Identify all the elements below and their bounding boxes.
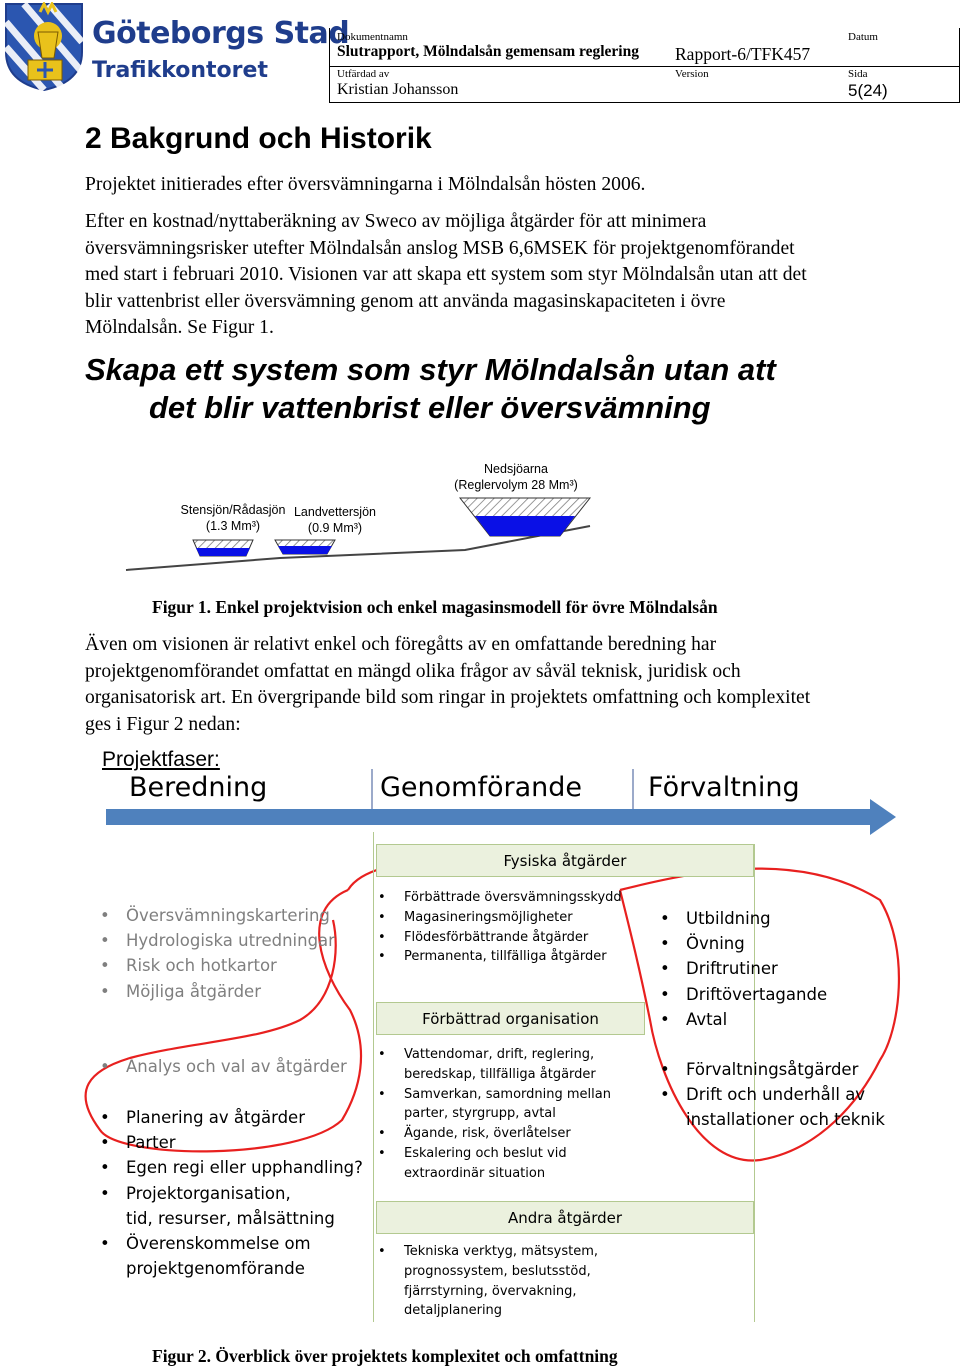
list-item: • Förbättrade översvämningsskydd — [378, 888, 622, 908]
list-item: • Ägande, risk, överlåtelser — [378, 1124, 611, 1144]
page-label: Sida — [848, 68, 868, 80]
list-item: • Förvaltningsåtgärder — [660, 1057, 885, 1082]
phases-title: Projektfaser: — [102, 748, 220, 771]
paragraph-line: ges i Figur 2 nedan: — [85, 713, 241, 735]
list-item: installationer och teknik — [686, 1110, 885, 1130]
list-item: • Projektorganisation, — [100, 1181, 363, 1206]
list-item: • Driftrutiner — [660, 956, 827, 981]
lake2-label: Landvettersjön (0.9 Mm³) — [293, 505, 376, 535]
list-item: projektgenomförande — [126, 1259, 305, 1279]
paragraph-line: projektgenomförandet omfattat en mängd olika frågor av såväl teknisk, juridisk och — [85, 660, 741, 682]
background-paragraph — [85, 209, 935, 342]
issued-by-label: Utfärdad av — [337, 68, 390, 80]
list-item: beredskap, tillfälliga åtgärder — [404, 1066, 596, 1082]
city-crest-logo — [4, 2, 84, 92]
list-item: • Flödesförbättrande åtgärder — [378, 928, 622, 948]
paragraph-line: organisatorisk art. En övergripande bild som ringar in projektets omfattning och komplexitet — [85, 687, 811, 708]
lake1-label: Stensjön/Rådasjön (1.3 Mm³) — [180, 503, 286, 533]
list-item: • Vattendomar, drift, reglering, — [378, 1045, 611, 1065]
paragraph-line: med start i februari 2010. Visionen var att skapa ett system som styr Mölndalsån utan att det — [85, 264, 807, 285]
list-item: • Möjliga åtgärder — [100, 979, 335, 1004]
lake-stensjon — [193, 540, 253, 556]
column1-planning-list — [100, 1105, 363, 1281]
list-item: • Eskalering och beslut vid — [378, 1144, 611, 1164]
operations-training-list — [660, 906, 827, 1032]
vision-line-2: det blir vattenbrist eller översvämning — [149, 390, 711, 425]
column2-divider-left — [373, 832, 374, 1322]
list-item: • Tekniska verktyg, mätsystem, — [378, 1242, 598, 1262]
doc-name-label: Dokumentnamn — [337, 31, 408, 43]
paragraph-line: blir vattenbrist eller översvämning genom att använda magasinskapaciteten i övre — [85, 290, 726, 312]
column1-analysis-list — [100, 1054, 347, 1079]
org-name: Göteborgs Stad — [92, 16, 350, 51]
physical-measures-list — [378, 888, 622, 967]
list-item: • Driftövertagande — [660, 982, 827, 1007]
header-divider — [329, 66, 960, 67]
report-id: Rapport-6/TFK457 — [675, 44, 811, 64]
list-item: • Översvämningskartering — [100, 903, 335, 928]
paragraph-line: Efter en kostnad/nyttaberäkning av Sweco av möjliga åtgärder för att minimera — [85, 211, 707, 232]
list-item: parter, styrgrupp, avtal — [404, 1106, 556, 1122]
date-label: Datum — [848, 31, 878, 43]
list-item: tid, resurser, målsättning — [126, 1208, 335, 1228]
figure2-caption: Figur 2. Överblick över projektets komplexitet och omfattning — [152, 1346, 618, 1366]
phase-beredning: Beredning — [129, 772, 268, 803]
list-item: extraordinär situation — [404, 1165, 546, 1181]
lake-landvettersjon — [275, 540, 335, 554]
list-item: • Utbildning — [660, 906, 827, 931]
list-item: • Magasineringsmöjligheter — [378, 908, 622, 928]
complexity-paragraph — [85, 632, 935, 738]
list-item: • Övning — [660, 931, 827, 956]
vision-line-1: Skapa ett system som styr Mölndalsån utan att — [85, 352, 776, 387]
list-item: fjärrstyrning, övervakning, — [404, 1283, 577, 1299]
list-item: • Samverkan, samordning mellan — [378, 1085, 611, 1105]
figure1-caption: Figur 1. Enkel projektvision och enkel magasinsmodell för övre Mölndalsån — [152, 597, 718, 617]
section-heading: 2 Bakgrund och Historik — [85, 122, 432, 155]
paragraph-line: översvämningsrisker utefter Mölndalsån anslog MSB 6,6MSEK för projektgenomförandet — [85, 237, 795, 259]
phase-arrow — [100, 765, 900, 835]
list-item: • Drift och underhåll av — [660, 1082, 885, 1107]
phase-genomforande: Genomförande — [380, 772, 582, 803]
list-item: • Analys och val av åtgärder — [100, 1054, 347, 1079]
list-item: • Hydrologiska utredningar — [100, 928, 335, 953]
list-item: • Avtal — [660, 1007, 827, 1032]
list-item: detaljplanering — [404, 1303, 503, 1319]
page-number: 5(24) — [848, 81, 888, 100]
list-item: • Permanenta, tillfälliga åtgärder — [378, 947, 622, 967]
list-item: • Planering av åtgärder — [100, 1105, 363, 1130]
paragraph-line: Mölndalsån. Se Figur 1. — [85, 317, 274, 338]
list-item: prognossystem, beslutsstöd, — [404, 1263, 591, 1279]
improved-organisation-box: Förbättrad organisation — [376, 1002, 645, 1035]
intro-paragraph: Projektet initierades efter översvämningarna i Mölndalsån hösten 2006. — [85, 174, 646, 195]
management-measures-list — [660, 1057, 885, 1133]
other-measures-box: Andra åtgärder — [376, 1201, 754, 1234]
lake3-label: Nedsjöarna (Reglervolym 28 Mm³) — [454, 462, 578, 492]
dept-name: Trafikkontoret — [92, 58, 268, 83]
physical-measures-box: Fysiska åtgärder — [376, 844, 754, 877]
organisation-list — [378, 1045, 611, 1184]
version-label: Version — [675, 68, 709, 80]
column1-survey-list — [100, 903, 335, 1004]
paragraph-line: Även om visionen är relativt enkel och föregåtts av en omfattande beredning har — [85, 634, 717, 655]
issued-by: Kristian Johansson — [337, 81, 459, 98]
list-item: • Överenskommelse om — [100, 1231, 363, 1256]
doc-name: Slutrapport, Mölndalsån gemensam reglering — [337, 43, 639, 60]
list-item: • Parter — [100, 1130, 363, 1155]
phase-forvaltning: Förvaltning — [648, 772, 800, 803]
list-item: • Risk och hotkartor — [100, 953, 335, 978]
other-measures-list — [378, 1242, 598, 1321]
list-item: • Egen regi eller upphandling? — [100, 1155, 363, 1180]
